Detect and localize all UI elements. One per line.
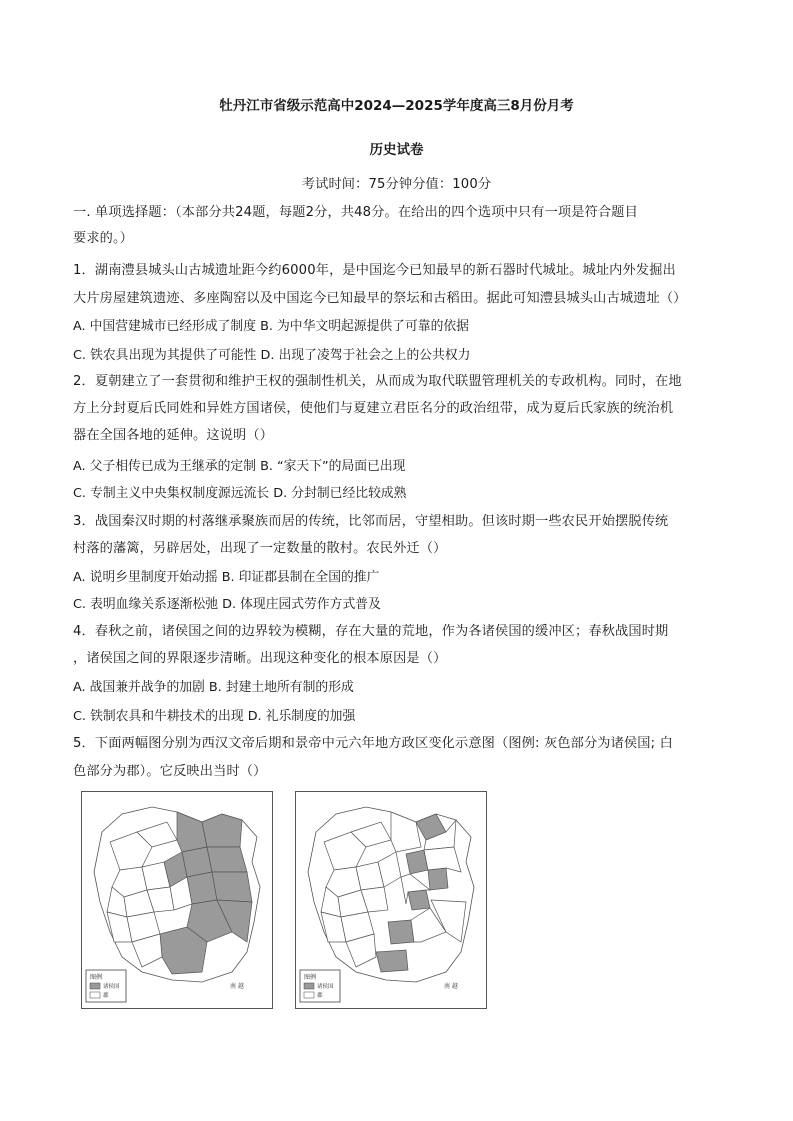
map-jingdi-zhongyuan	[295, 791, 487, 1009]
question-4-line-2: ，诸侯国之间的界限逐步清晰。出现这种变化的根本原因是（）	[73, 651, 447, 666]
right-map-legend	[300, 970, 340, 1002]
question-1-option-cd: C. 铁农具出现为其提供了可能性 D. 出现了凌驾于社会之上的公共权力	[73, 348, 471, 363]
right-legend-commandery: 郡	[317, 993, 323, 999]
question-2-line-2: 方上分封夏后氏同姓和异姓方国诸侯，使他们与夏建立君臣名分的政治纽带，成为夏后氏家族的统治机	[73, 401, 674, 416]
question-5-line-1: 5．下面两幅图分别为西汉文帝后期和景帝中元六年地方政区变化示意图（图例: 灰色部分为诸侯国; 白	[73, 736, 673, 751]
question-2-option-cd: C. 专制主义中央集权制度源远流长 D. 分封制已经比较成熟	[73, 486, 407, 501]
question-1-line-1: 1．湖南澧县城头山古城遗址距今约6000年，是中国迄今已知最早的新石器时代城址。城址内外发掘出	[73, 263, 676, 278]
left-map-legend	[86, 970, 126, 1002]
exam-info: 考试时间：75分钟分值：100分	[301, 177, 492, 192]
svg-text:南 越: 南 越	[230, 983, 244, 990]
map-wendi-late-drawing	[82, 792, 272, 1008]
question-2-option-ab: A. 父子相传已成为王继承的定制 B. “家天下”的局面已出现	[73, 459, 406, 474]
question-3-option-ab: A. 说明乡里制度开始动摇 B. 印证郡县制在全国的推广	[73, 570, 380, 585]
right-legend-fief: 诸侯国	[317, 984, 334, 990]
question-3-line-2: 村落的藩篱，另辟居处，出现了一定数量的散村。农民外迁（）	[73, 541, 447, 556]
question-2-line-3: 器在全国各地的延伸。这说明（）	[73, 428, 274, 443]
question-3-option-cd: C. 表明血缘关系逐渐松弛 D. 体现庄园式劳作方式普及	[73, 597, 381, 612]
question-4-line-1: 4．春秋之前，诸侯国之间的边界较为模糊，存在大量的荒地，作为各诸侯国的缓冲区；春秋战国时期	[73, 624, 669, 639]
exam-title: 牡丹江市省级示范高中2024—2025学年度高三8月份月考	[219, 98, 574, 114]
subject-title: 历史试卷	[369, 142, 424, 158]
question-4-option-ab: A. 战国兼并战争的加剧 B. 封建土地所有制的形成	[73, 680, 354, 695]
left-legend-title: 图例	[90, 974, 103, 981]
question-5-line-2: 色部分为郡）。它反映出当时（）	[73, 764, 267, 779]
question-1-option-ab: A. 中国营建城市已经形成了制度 B. 为中华文明起源提供了可靠的依据	[73, 319, 469, 334]
question-4-option-cd: C. 铁制农具和牛耕技术的出现 D. 礼乐制度的加强	[73, 709, 356, 724]
question-3-line-1: 3．战国秦汉时期的村落继承聚族而居的传统，比邻而居，守望相助。但该时期一些农民开始摆脱传统	[73, 514, 669, 529]
right-legend-title: 图例	[304, 974, 317, 981]
question-2-line-1: 2．夏朝建立了一套贯彻和维护王权的强制性机关，从而成为取代联盟管理机关的专政机构。同时，在地	[73, 374, 682, 389]
section-heading-cont: 要求的。）	[73, 231, 134, 246]
svg-text:南 越: 南 越	[444, 983, 458, 990]
left-legend-commandery: 郡	[103, 993, 109, 999]
map-wendi-late	[81, 791, 273, 1009]
section-heading: 一. 单项选择题：（本部分共24题，每题2分，共48分。在给出的四个选项中只有一项是符合题目	[73, 205, 638, 220]
map-jingdi-zhongyuan-drawing	[296, 792, 486, 1008]
question-1-line-2: 大片房屋建筑遗迹、多座陶窑以及中国迄今已知最早的祭坛和古稻田。据此可知澧县城头山古城遗址（）	[73, 291, 687, 306]
left-legend-fief: 诸侯国	[103, 984, 120, 990]
